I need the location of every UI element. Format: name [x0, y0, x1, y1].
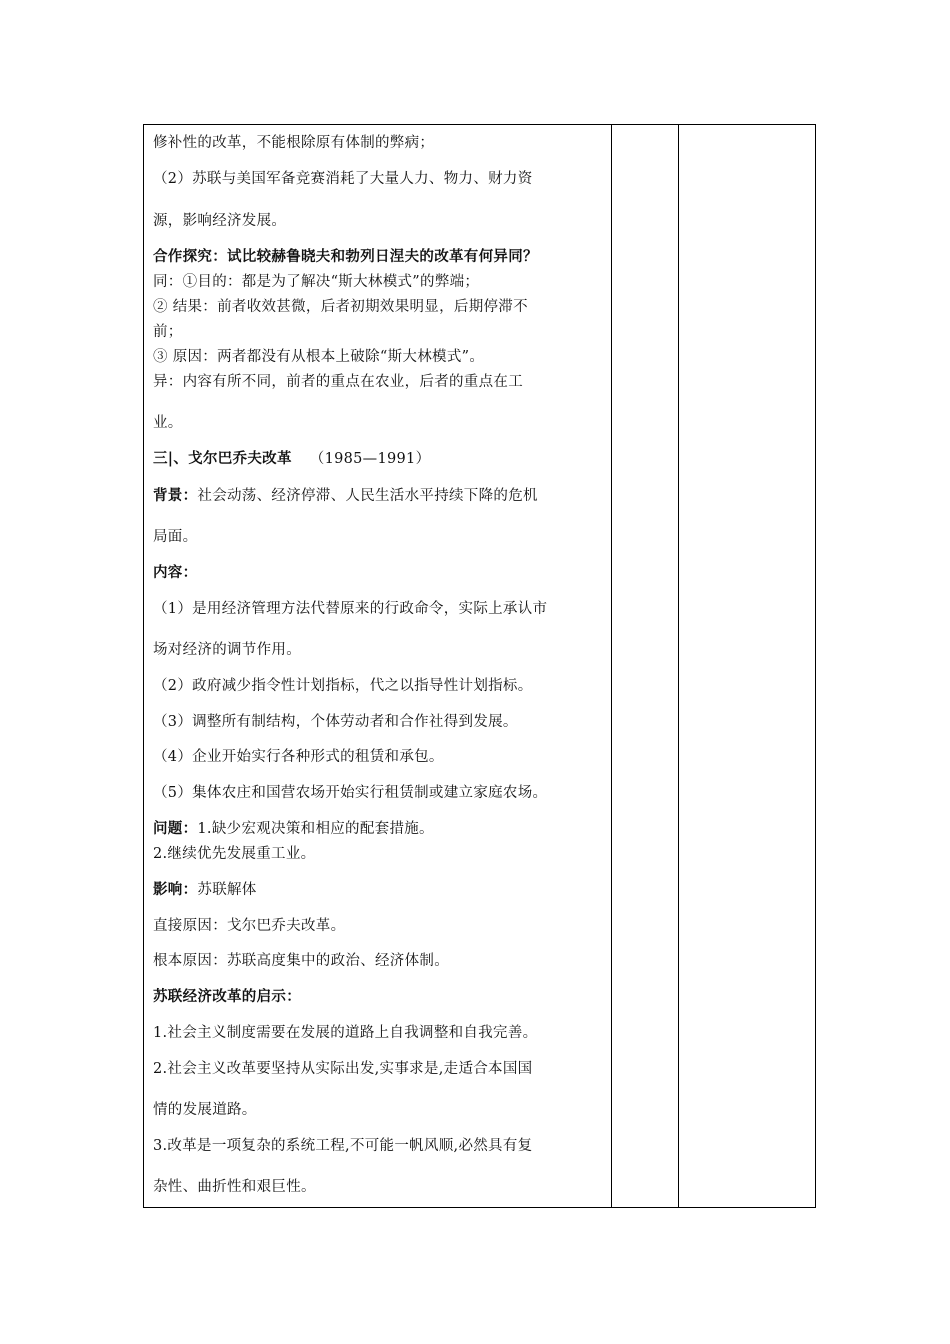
- text-line: （2）政府减少指令性计划指标，代之以指导性计划指标。: [153, 678, 533, 694]
- text-line: 3.改革是一项复杂的系统工程,不可能一帆风顺,必然具有复: [153, 1138, 533, 1154]
- text-line: ② 结果：前者收效甚微，后者初期效果明显，后期停滞不: [153, 299, 528, 315]
- text-line: 情的发展道路。: [153, 1102, 257, 1118]
- text-line: 2.继续优先发展重工业。: [153, 846, 316, 862]
- text-line: （5）集体农庄和国营农场开始实行租赁制或建立家庭农场。: [153, 785, 548, 801]
- problem-1: 1.缺少宏观决策和相应的配套措施。: [197, 821, 434, 837]
- text-line: 同：①目的：都是为了解决“斯大林模式”的弊端；: [153, 274, 480, 290]
- text-line: （4）企业开始实行各种形式的租赁和承包。: [153, 749, 444, 765]
- label-problems: 问题：: [153, 820, 198, 837]
- background-text: 社会动荡、经济停滞、人民生活水平持续下降的危机: [197, 488, 538, 504]
- text-line: [153, 878, 257, 899]
- column-divider-2: [678, 125, 679, 1207]
- text-line: （1）是用经济管理方法代替原来的行政命令，实际上承认市: [153, 601, 548, 617]
- text-line: 前；: [153, 324, 183, 340]
- text-line: 局面。: [153, 529, 198, 545]
- text-line: ③ 原因：两者都没有从根本上破除“斯大林模式”。: [153, 349, 485, 365]
- text-line: 修补性的改革，不能根除原有体制的弊病；: [153, 135, 435, 151]
- text-line: （2）苏联与美国军备竞赛消耗了大量人力、物力、财力资: [153, 171, 533, 187]
- section-years: （1985—1991）: [309, 451, 431, 467]
- section-heading: [153, 447, 430, 468]
- label-content: 内容：: [153, 564, 198, 581]
- text-line: （3）调整所有制结构，个体劳动者和合作社得到发展。: [153, 714, 518, 730]
- lesson-table: [143, 124, 816, 1208]
- text-line: 场对经济的调节作用。: [153, 642, 301, 658]
- text-line: 直接原因：戈尔巴乔夫改革。: [153, 918, 346, 934]
- text-line: [153, 817, 434, 838]
- text-line: 源，影响经济发展。: [153, 213, 287, 229]
- impact-text: 苏联解体: [197, 882, 257, 898]
- text-line: 业。: [153, 415, 183, 431]
- text-line: 1.社会主义制度需要在发展的道路上自我调整和自我完善。: [153, 1025, 538, 1041]
- text-line: 杂性、曲折性和艰巨性。: [153, 1179, 316, 1195]
- section-heading: 合作探究：试比较赫鲁晓夫和勃列日涅夫的改革有何异同？: [153, 248, 538, 265]
- text-line: 异：内容有所不同，前者的重点在农业，后者的重点在工: [153, 374, 523, 390]
- label-impact: 影响：: [153, 881, 198, 898]
- text-line: 2.社会主义改革要坚持从实际出发,实事求是,走适合本国国: [153, 1061, 533, 1077]
- text-line: 根本原因：苏联高度集中的政治、经济体制。: [153, 953, 449, 969]
- text-line: [153, 484, 538, 505]
- section-title: 三|、戈尔巴乔夫改革: [153, 450, 292, 467]
- section-heading: 苏联经济改革的启示：: [153, 988, 301, 1005]
- label-background: 背景：: [153, 487, 198, 504]
- column-divider-1: [611, 125, 612, 1207]
